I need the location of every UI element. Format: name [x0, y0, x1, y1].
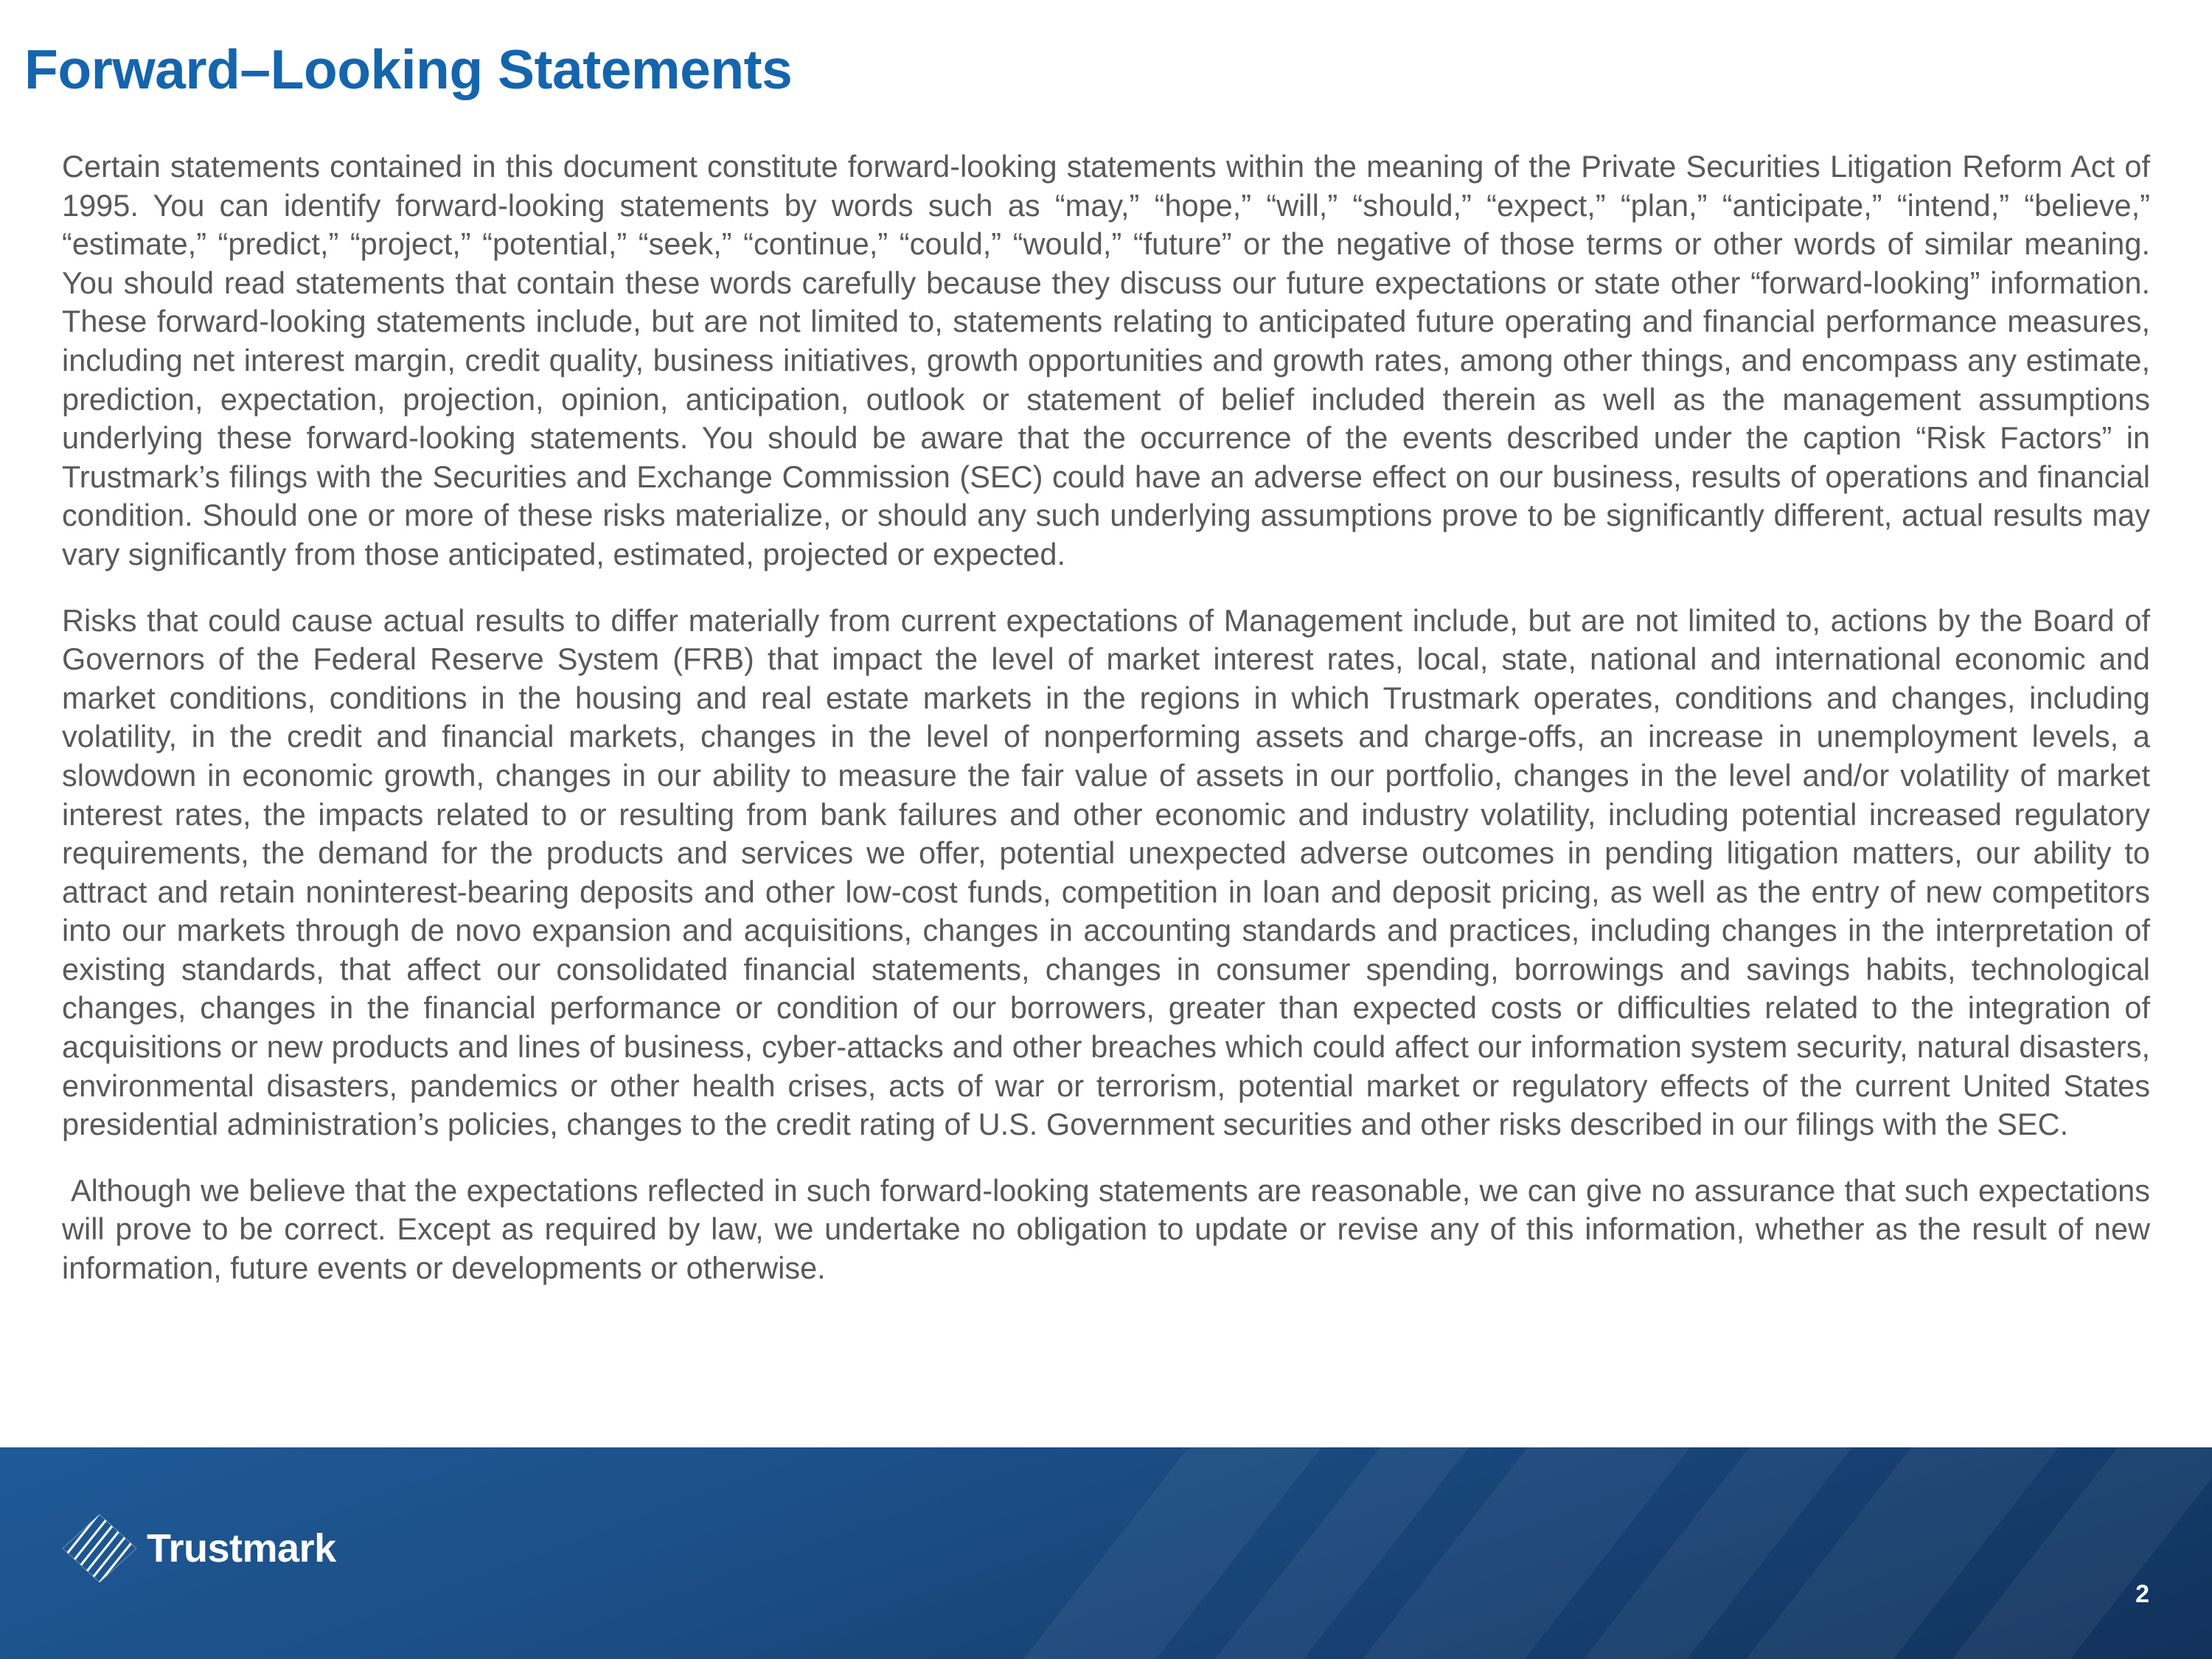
paragraph-forward-looking: Certain statements contained in this document constitute forward-looking statements within the meaning of the Private Securities Litigation Reform Act of 1995. You can identify forward-looking statements by words such as “may,” “hope,” “will,” “should,” “expect,” “plan,” “anticipate,” “intend,” “believe,” “estimate,” “predict,” “project,” “potential,” “seek,” “continue,” “could,” “would,” “future” or the negative of those terms or other words of similar meaning. You should read statements that contain these words carefully because they discuss our future expectations or state other “forward-looking” information. These forward-looking statements include, but are not limited to, statements relating to anticipated future operating and financial performance measures, including net interest margin, credit quality, business initiatives, growth opportunities and growth rates, among other things, and encompass any estimate, prediction, expectation, projection, opinion, anticipation, outlook or statement of belief included therein as well as the management assumptions underlying these forward-looking statements. You should be aware that the occurrence of the events described under the caption “Risk Factors” in Trustmark’s filings with the Securities and Exchange Commission (SEC) could have an adverse effect on our business, results of operations and financial condition. Should one or more of these risks materialize, or should any such underlying assumptions prove to be significantly different, actual results may vary significantly from those anticipated, estimated, projected or expected. [62, 149, 2150, 571]
page-number: 2 [2135, 1580, 2149, 1608]
trustmark-wordmark: Trustmark [147, 1526, 336, 1571]
trustmark-logo-icon [61, 1513, 138, 1584]
paragraph-risks: Risks that could cause actual results to differ materially from current expectations of Management include, but are not limited to, actions by the Board of Governors of the Federal Reserve System (FRB) that impact the level of market interest rates, local, state, national and international economic and market conditions, conditions in the housing and real estate markets in the regions in which Trustmark operates, conditions and changes, including volatility, in the credit and financial markets, changes in the level of nonperforming assets and charge-offs, an increase in unemployment levels, a slowdown in economic growth, changes in our ability to measure the fair value of assets in our portfolio, changes in the level and/or volatility of market interest rates, the impacts related to or resulting from bank failures and other economic and industry volatility, including potential increased regulatory requirements, the demand for the products and services we offer, potential unexpected adverse outcomes in pending litigation matters, our ability to attract and retain noninterest-bearing deposits and other low-cost funds, competition in loan and deposit pricing, as well as the entry of new competitors into our markets through de novo expansion and acquisitions, changes in accounting standards and practices, including changes in the interpretation of existing standards, that affect our consolidated financial statements, changes in consumer spending, borrowings and savings habits, technological changes, changes in the financial performance or condition of our borrowers, greater than expected costs or difficulties related to the integration of acquisitions or new products and lines of business, cyber-attacks and other breaches which could affect our information system security, natural disasters, environmental disasters, pandemics or other health crises, acts of war or terrorism, potential market or regulatory effects of the current United States presidential administration’s policies, changes to the credit rating of U.S. Government securities and other risks described in our filings with the SEC. [62, 602, 2150, 1142]
trustmark-logo [61, 1512, 336, 1585]
paragraph-assurance: Although we believe that the expectations reflected in such forward-looking statements are reasonable, we can give no assurance that such expectations will prove to be correct. Except as required by law, we undertake no obligation to update or revise any of this information, whether as the result of new information, future events or developments or otherwise. [62, 1172, 2150, 1286]
body-text [62, 147, 2150, 1315]
slide-title: Forward–Looking Statements [24, 38, 793, 100]
